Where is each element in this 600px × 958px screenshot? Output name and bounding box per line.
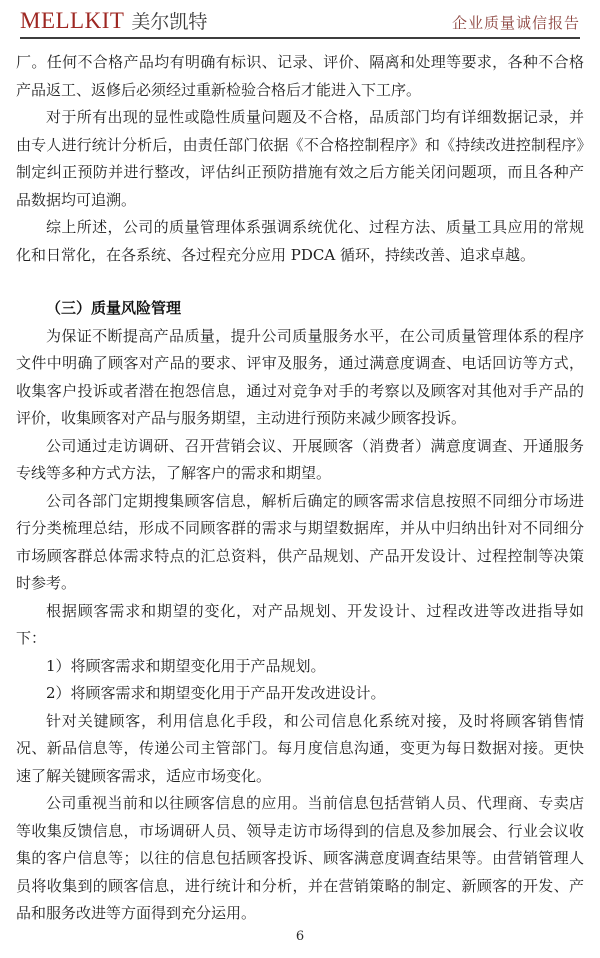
company-logo bbox=[20, 8, 207, 34]
paragraph: 公司通过走访调研、召开营销会议、开展顾客（消费者）满意度调查、开通服务专线等多种方式方法，了解客户的需求和期望。 bbox=[16, 436, 584, 482]
paragraph: 公司各部门定期搜集顾客信息，解析后确定的顾客需求信息按照不同细分市场进行分类梳理总结，形成不同顾客群的需求与期望数据库，并从中归纳出针对不同细分市场顾客群总体需求特点的汇总资料，供产品规划、产品开发设计、过程控制等决策时参考。 bbox=[16, 491, 584, 592]
company-logo-chinese: 美尔凯特 bbox=[131, 11, 208, 33]
paragraph: 综上所述，公司的质量管理体系强调系统优化、过程方法、质量工具应用的常规化和日常化，在各系统、各过程充分应用 PDCA 循环，持续改善、追求卓越。 bbox=[16, 218, 584, 264]
paragraph: 为保证不断提高产品质量，提升公司质量服务水平，在公司质量管理体系的程序文件中明确了顾客对产品的要求、评审及服务，通过满意度调查、电话回访等方式，收集客户投诉或者潜在抱怨信息，通过对竞争对手的考察以及顾客对其他对手产品的评价，收集顾客对产品与服务期望，主动进行预防来减少顾客投诉。 bbox=[16, 326, 584, 427]
paragraph: 对于所有出现的显性或隐性质量问题及不合格，品质部门均有详细数据记录，并由专人进行统计分析后，由责任部门依据《不合格控制程序》和《持续改进控制程序》制定纠正预防并进行整改，评估纠正预防措施有效之后方能关闭问题项，而且各种产品数据均可追溯。 bbox=[16, 108, 584, 209]
document-body bbox=[16, 49, 584, 928]
document-title: 企业质量诚信报告 bbox=[451, 14, 580, 32]
paragraph: 1）将顾客需求和期望变化用于产品规划。 bbox=[46, 656, 326, 675]
company-logo-latin: MELLKIT bbox=[20, 8, 125, 33]
paragraph: （三）质量风险管理 bbox=[46, 299, 182, 317]
paragraph: 2）将顾客需求和期望变化用于产品开发改进设计。 bbox=[46, 684, 386, 702]
paragraph: 针对关键顾客，利用信息化手段，和公司信息化系统对接，及时将顾客销售情况、新品信息等，传递公司主管部门。每月度信息沟通，变更为每日数据对接。更快速了解关键顾客需求，适应市场变化。 bbox=[16, 711, 584, 785]
paragraph: 公司重视当前和以往顾客信息的应用。当前信息包括营销人员、代理商、专卖店等收集反馈信息，市场调研人员、领导走访市场得到的信息及参加展会、行业会议收集的客户信息等；以往的信息包括顾客投诉、顾客满意度调查结果等。由营销管理人员将收集到的顾客信息，进行统计和分析，并在营销策略的制定、新顾客的开发、产品和服务改进等方面得到充分运用。 bbox=[16, 794, 584, 922]
paragraph: 厂。任何不合格产品均有明确有标识、记录、评价、隔离和处理等要求，各种不合格产品返工、返修后必须经过重新检验合格后才能进入下工序。 bbox=[16, 53, 584, 99]
page-header bbox=[20, 0, 580, 39]
page-footer bbox=[0, 929, 600, 944]
page-number: 6 bbox=[295, 929, 305, 944]
paragraph: 根据顾客需求和期望的变化，对产品规划、开发设计、过程改进等改进指导如下： bbox=[16, 601, 584, 647]
